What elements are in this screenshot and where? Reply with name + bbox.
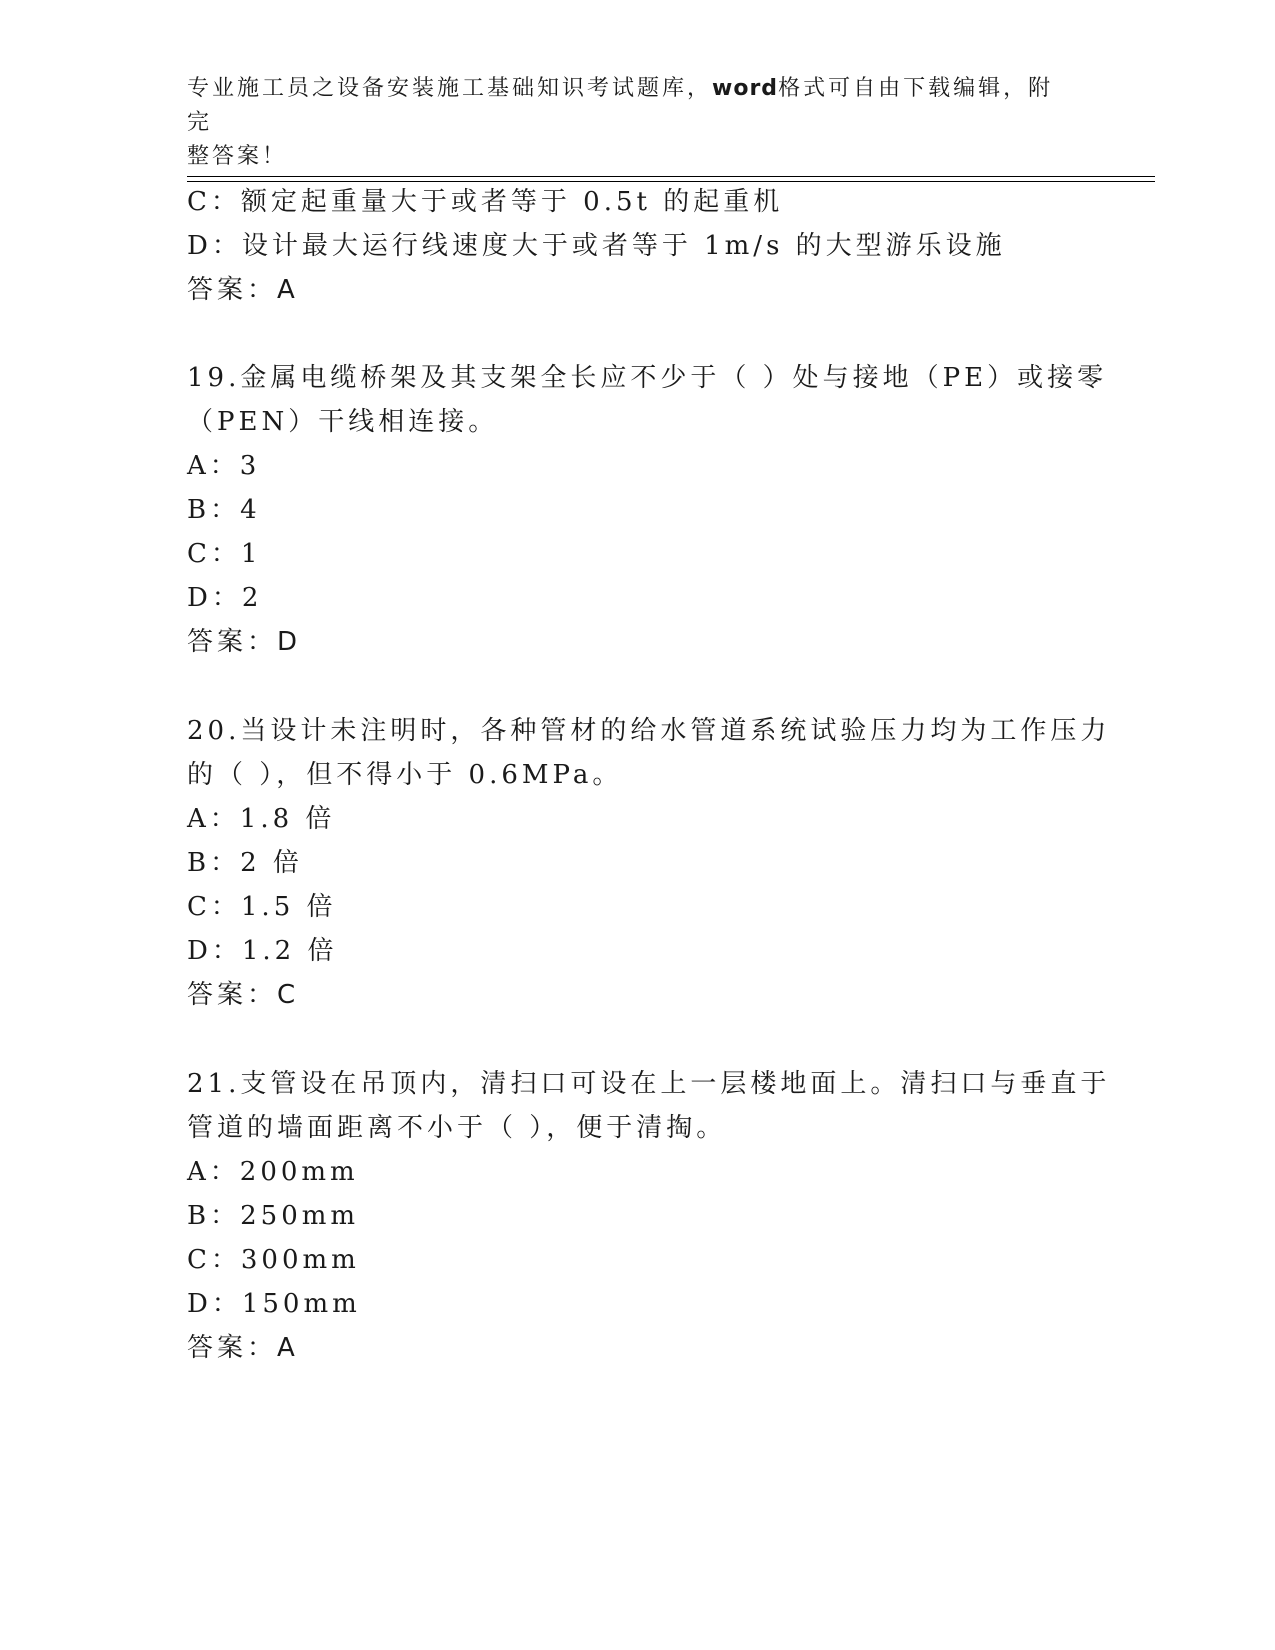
header-text-part2: 格式可自由下载编辑，附完 (187, 76, 1054, 135)
q20-option-a: A：1.8 倍 (187, 804, 336, 834)
header-line-1 (187, 72, 1067, 140)
header-word-label: word (712, 76, 779, 101)
q21-option-a: A：200mm (187, 1157, 359, 1187)
q19-option-a: A：3 (187, 451, 261, 481)
q21-stem-line-1: 21.支管设在吊顶内，清扫口可设在上一层楼地面上。清扫口与垂直于 (187, 1069, 1111, 1099)
document-header (187, 72, 1067, 174)
q21-option-c: C：300mm (187, 1245, 360, 1275)
q20-answer: 答案：C (187, 980, 300, 1010)
prev-option-c: C：额定起重量大于或者等于 0.5t 的起重机 (187, 187, 784, 217)
q20-stem-line-2: 的（ ），但不得小于 0.6MPa。 (187, 760, 623, 790)
q21-stem-line-2: 管道的墙面距离不小于（ ），便于清掏。 (187, 1113, 727, 1143)
header-text-part1: 专业施工员之设备安装施工基础知识考试题库， (187, 76, 713, 101)
prev-answer: 答案：A (187, 275, 299, 305)
header-divider-bottom (187, 181, 1155, 182)
q19-option-c: C：1 (187, 539, 262, 569)
q19-answer: 答案：D (187, 627, 302, 657)
header-divider-top (187, 176, 1155, 177)
q20-option-d: D：1.2 倍 (187, 936, 338, 966)
q20-option-c: C：1.5 倍 (187, 892, 337, 922)
q21-option-b: B：250mm (187, 1201, 360, 1231)
q19-stem-line-1: 19.金属电缆桥架及其支架全长应不少于（ ）处与接地（PE）或接零 (187, 363, 1108, 393)
q19-option-d: D：2 (187, 583, 263, 613)
q20-stem-line-1: 20.当设计未注明时，各种管材的给水管道系统试验压力均为工作压力 (187, 716, 1111, 746)
q21-answer: 答案：A (187, 1333, 299, 1363)
q19-stem-line-2: （PEN）干线相连接。 (187, 407, 499, 437)
header-line-2: 整答案！ (187, 144, 288, 169)
prev-option-d: D：设计最大运行线速度大于或者等于 1m/s 的大型游乐设施 (187, 231, 1006, 261)
q20-option-b: B：2 倍 (187, 848, 303, 878)
q19-option-b: B：4 (187, 495, 261, 525)
q21-option-d: D：150mm (187, 1289, 361, 1319)
